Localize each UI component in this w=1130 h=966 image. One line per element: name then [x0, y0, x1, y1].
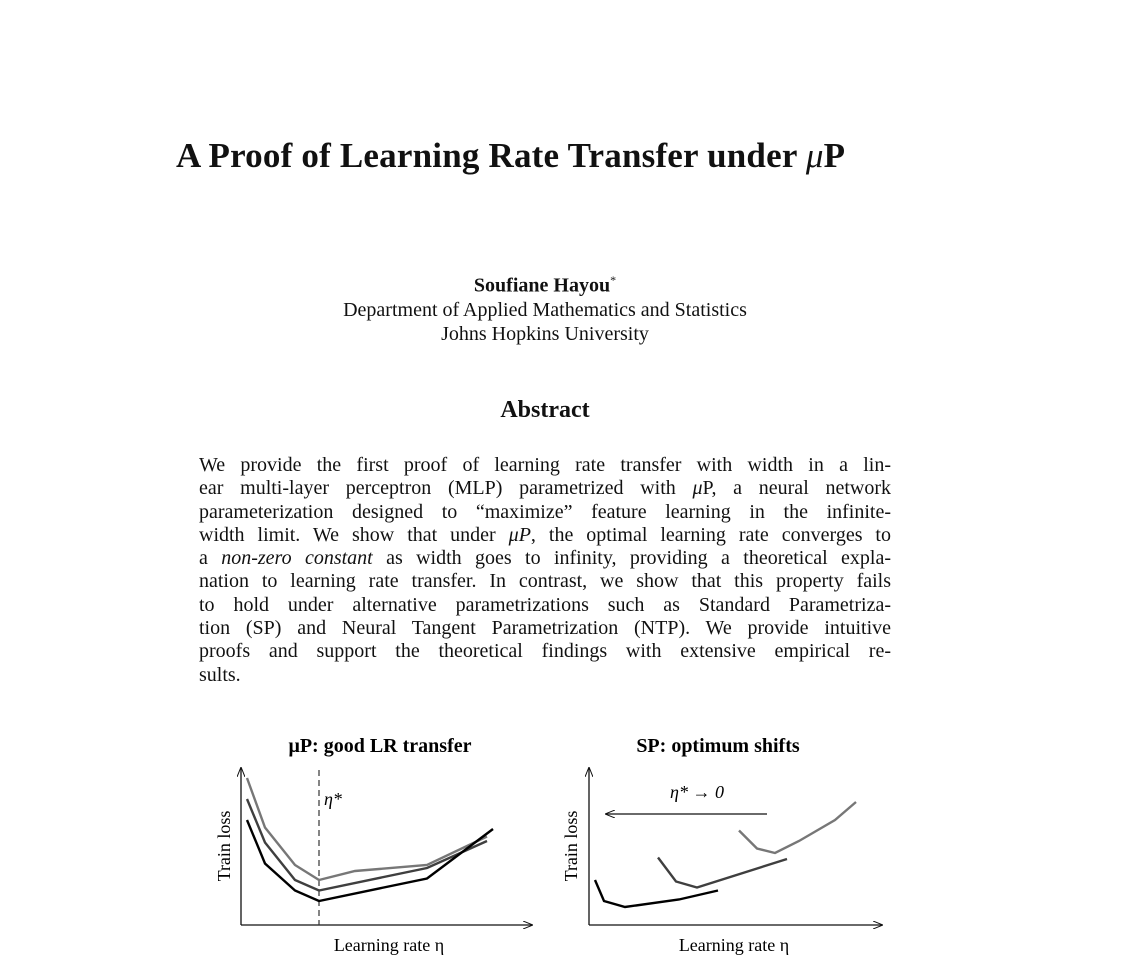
author-dept: Department of Applied Mathematics and Statistics	[343, 298, 747, 321]
series-line-curve-2	[658, 858, 787, 888]
abstract-line: We provide the first proof of learning rate transfer with width in a lin-	[199, 454, 891, 476]
abstract-line: to hold under alternative parametrizations such as Standard Parametriza-	[199, 593, 891, 616]
figure-mup	[195, 725, 555, 966]
abstract-body	[199, 454, 891, 687]
figure-sp	[545, 725, 905, 966]
eta-star-annotation: η*	[324, 789, 342, 809]
author-line	[0, 268, 1090, 298]
author-name: Soufiane Hayou	[473, 274, 611, 297]
abstract-line: width limit. We show that under μP, the optimal learning rate converges to	[199, 523, 891, 546]
author-univ: Johns Hopkins University	[441, 322, 649, 345]
chart-title: μP: good LR transfer	[288, 735, 472, 757]
abstract-line: parameterization designed to “maximize” feature learning in the infinite-	[199, 500, 891, 523]
abstract-heading: Abstract	[500, 397, 590, 423]
abstract-line: nation to learning rate transfer. In contrast, we show that this property fails	[199, 570, 891, 593]
x-axis-label: Learning rate η	[333, 935, 445, 955]
author-block	[0, 268, 1090, 346]
paper-title: A Proof of Learning Rate Transfer under μP	[176, 136, 846, 175]
footnote-mark: *	[610, 273, 617, 287]
abstract-line: sults.	[199, 663, 241, 686]
abstract-line: ear multi-layer perceptron (MLP) parametrized with μP, a neural network	[199, 477, 892, 500]
y-axis-label: Train loss	[561, 810, 581, 882]
y-axis-label: Train loss	[214, 810, 234, 882]
abstract-line: proofs and support the theoretical findings with extensive empirical re-	[199, 640, 891, 663]
x-axis-label: Learning rate η	[678, 935, 790, 955]
series-line-curve-2	[247, 799, 487, 891]
abstract-line: a non-zero constant as width goes to infinity, providing a theoretical expla-	[199, 547, 891, 570]
abstract-line: tion (SP) and Neural Tangent Parametrization (NTP). We provide intuitive	[199, 617, 891, 640]
eta-star-annotation: η* → 0	[670, 782, 724, 802]
series-line-curve-3	[739, 802, 856, 853]
series-line-curve-3	[247, 820, 493, 901]
chart-title: SP: optimum shifts	[636, 735, 800, 757]
series-line-curve-1	[595, 880, 718, 907]
